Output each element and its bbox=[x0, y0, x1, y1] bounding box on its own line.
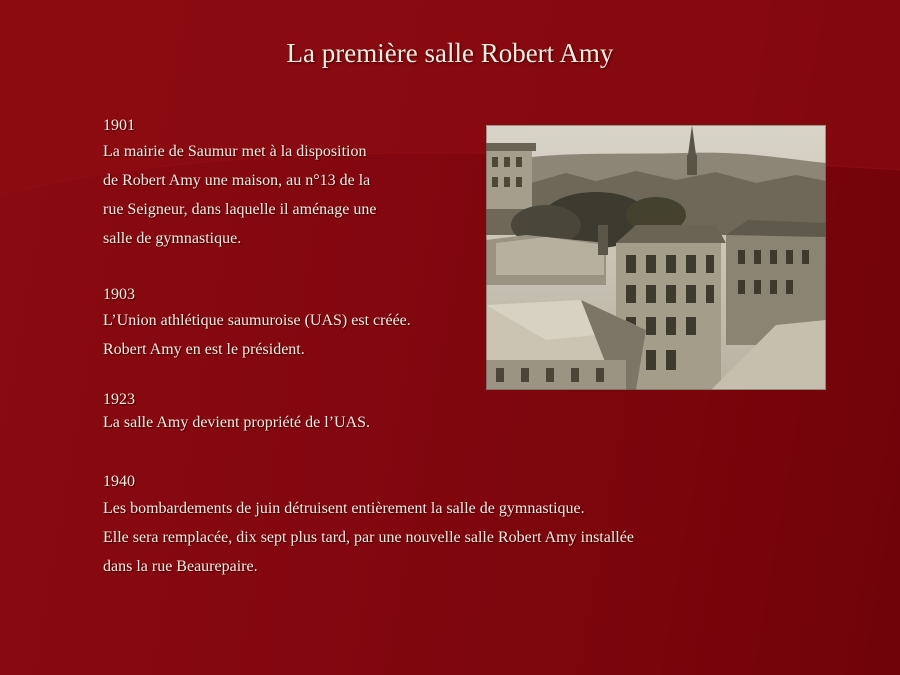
section-year: 1903 bbox=[103, 286, 135, 303]
section-line: rue Seigneur, dans laquelle il aménage une bbox=[103, 201, 377, 218]
section-line: La mairie de Saumur met à la disposition bbox=[103, 143, 367, 160]
section-line: Robert Amy en est le président. bbox=[103, 341, 305, 358]
section-line: L’Union athlétique saumuroise (UAS) est créée. bbox=[103, 312, 411, 329]
section-1901 bbox=[103, 115, 376, 253]
section-year: 1923 bbox=[103, 391, 135, 408]
section-line: Elle sera remplacée, dix sept plus tard, par une nouvelle salle Robert Amy installée bbox=[103, 529, 634, 546]
section-1940 bbox=[103, 470, 634, 581]
section-line: salle de gymnastique. bbox=[103, 230, 242, 247]
rooftops-illustration bbox=[486, 125, 826, 390]
historic-photo bbox=[486, 125, 826, 390]
section-year: 1940 bbox=[103, 473, 135, 490]
section-line: dans la rue Beaurepaire. bbox=[103, 558, 258, 575]
section-1923 bbox=[103, 389, 370, 435]
section-line: Les bombardements de juin détruisent entièrement la salle de gymnastique. bbox=[103, 500, 585, 517]
section-line: de Robert Amy une maison, au n°13 de la bbox=[103, 172, 371, 189]
section-line: La salle Amy devient propriété de l’UAS. bbox=[103, 414, 371, 431]
section-1903 bbox=[103, 284, 411, 364]
slide-title: La première salle Robert Amy bbox=[286, 38, 614, 68]
section-year: 1901 bbox=[103, 117, 135, 134]
